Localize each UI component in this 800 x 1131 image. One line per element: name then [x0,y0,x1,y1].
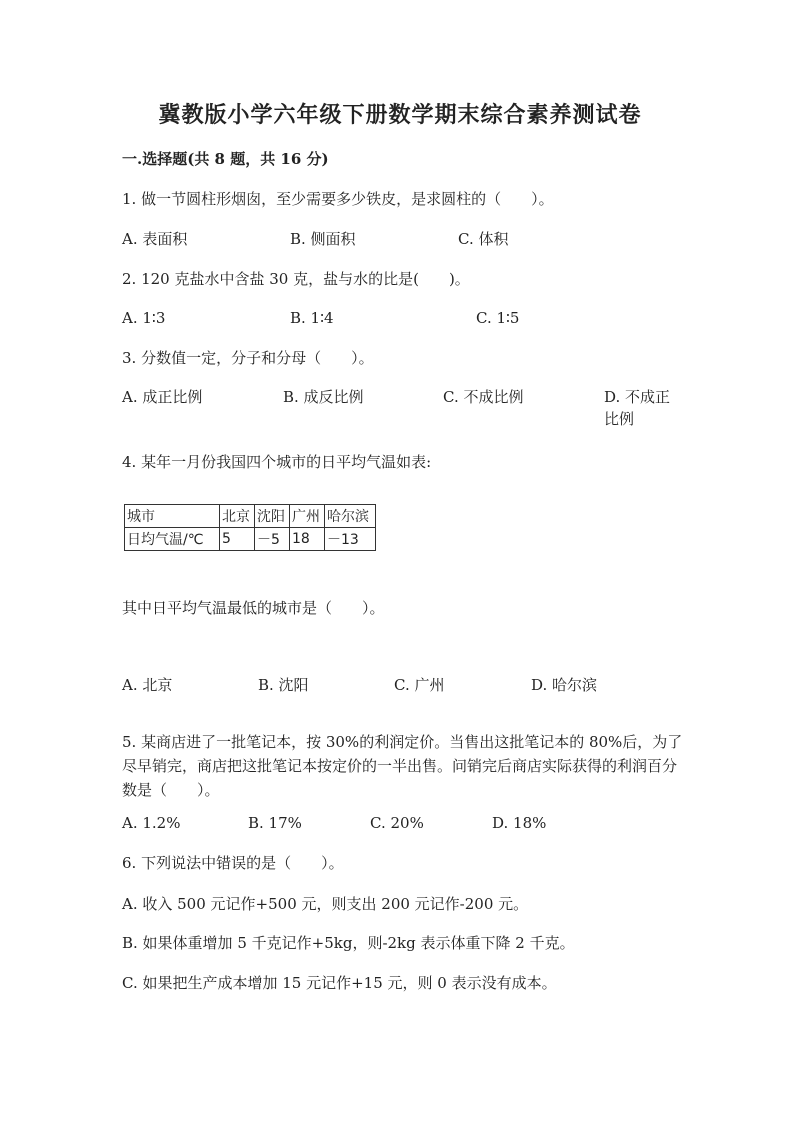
question-1-option-c: C. 体积 [458,230,509,248]
table-cell: 广州 [290,505,325,528]
table-cell: 城市 [125,505,220,528]
question-6-stem: 6. 下列说法中错误的是（ ）。 [122,854,344,872]
question-4-stem: 4. 某年一月份我国四个城市的日平均气温如表: [122,453,432,471]
page-title: 冀教版小学六年级下册数学期末综合素养测试卷 [158,102,642,128]
table-cell: 5 [220,528,255,551]
question-5-option-a: A. 1.2% [122,814,181,832]
table-cell: 沈阳 [255,505,290,528]
question-5-option-d: D. 18% [492,814,547,832]
section-heading: 一.选择题(共 8 题，共 16 分) [122,150,329,168]
question-1-option-a: A. 表面积 [122,230,188,248]
question-2-option-a: A. 1∶3 [122,309,166,327]
table-cell: －13 [325,528,376,551]
question-3-option-c: C. 不成比例 [443,388,524,406]
question-3-option-b: B. 成反比例 [283,388,364,406]
question-2-stem: 2. 120 克盐水中含盐 30 克，盐与水的比是( )。 [122,270,470,288]
question-4-question: 其中日平均气温最低的城市是（ ）。 [122,599,385,617]
question-6-option-c: C. 如果把生产成本增加 15 元记作+15 元，则 0 表示没有成本。 [122,974,557,992]
table-cell: 哈尔滨 [325,505,376,528]
question-1-stem: 1. 做一节圆柱形烟囱，至少需要多少铁皮，是求圆柱的（ ）。 [122,190,554,208]
question-6-option-b: B. 如果体重增加 5 千克记作+5kg，则-2kg 表示体重下降 2 千克。 [122,934,575,952]
question-2-option-c: C. 1∶5 [476,309,520,327]
table-row [125,528,376,551]
question-3-option-d: D. 不成正比例 [604,388,671,428]
table-cell: 北京 [220,505,255,528]
question-2-option-b: B. 1∶4 [290,309,334,327]
question-4-option-a: A. 北京 [122,676,173,694]
table-header-row [125,505,376,528]
question-3-option-a: A. 成正比例 [122,388,203,406]
question-5-stem: 5. 某商店进了一批笔记本，按 30%的利润定价。当售出这批笔记本的 80%后，为了尽早销完，商店把这批笔记本按定价的一半出售。问销完后商店实际获得的利润百分数是（ ）。 [122,733,683,799]
temperature-table [124,504,376,551]
question-6-option-a: A. 收入 500 元记作+500 元，则支出 200 元记作-200 元。 [122,895,529,913]
question-4-option-c: C. 广州 [394,676,445,694]
table-cell: 18 [290,528,325,551]
question-5-option-c: C. 20% [370,814,424,832]
question-4-option-b: B. 沈阳 [258,676,309,694]
question-5-option-b: B. 17% [248,814,302,832]
question-3-stem: 3. 分数值一定，分子和分母（ ）。 [122,349,374,367]
question-4-option-d: D. 哈尔滨 [531,676,598,694]
table-cell: －5 [255,528,290,551]
question-1-option-b: B. 侧面积 [290,230,356,248]
table-cell: 日均气温/℃ [125,528,220,551]
